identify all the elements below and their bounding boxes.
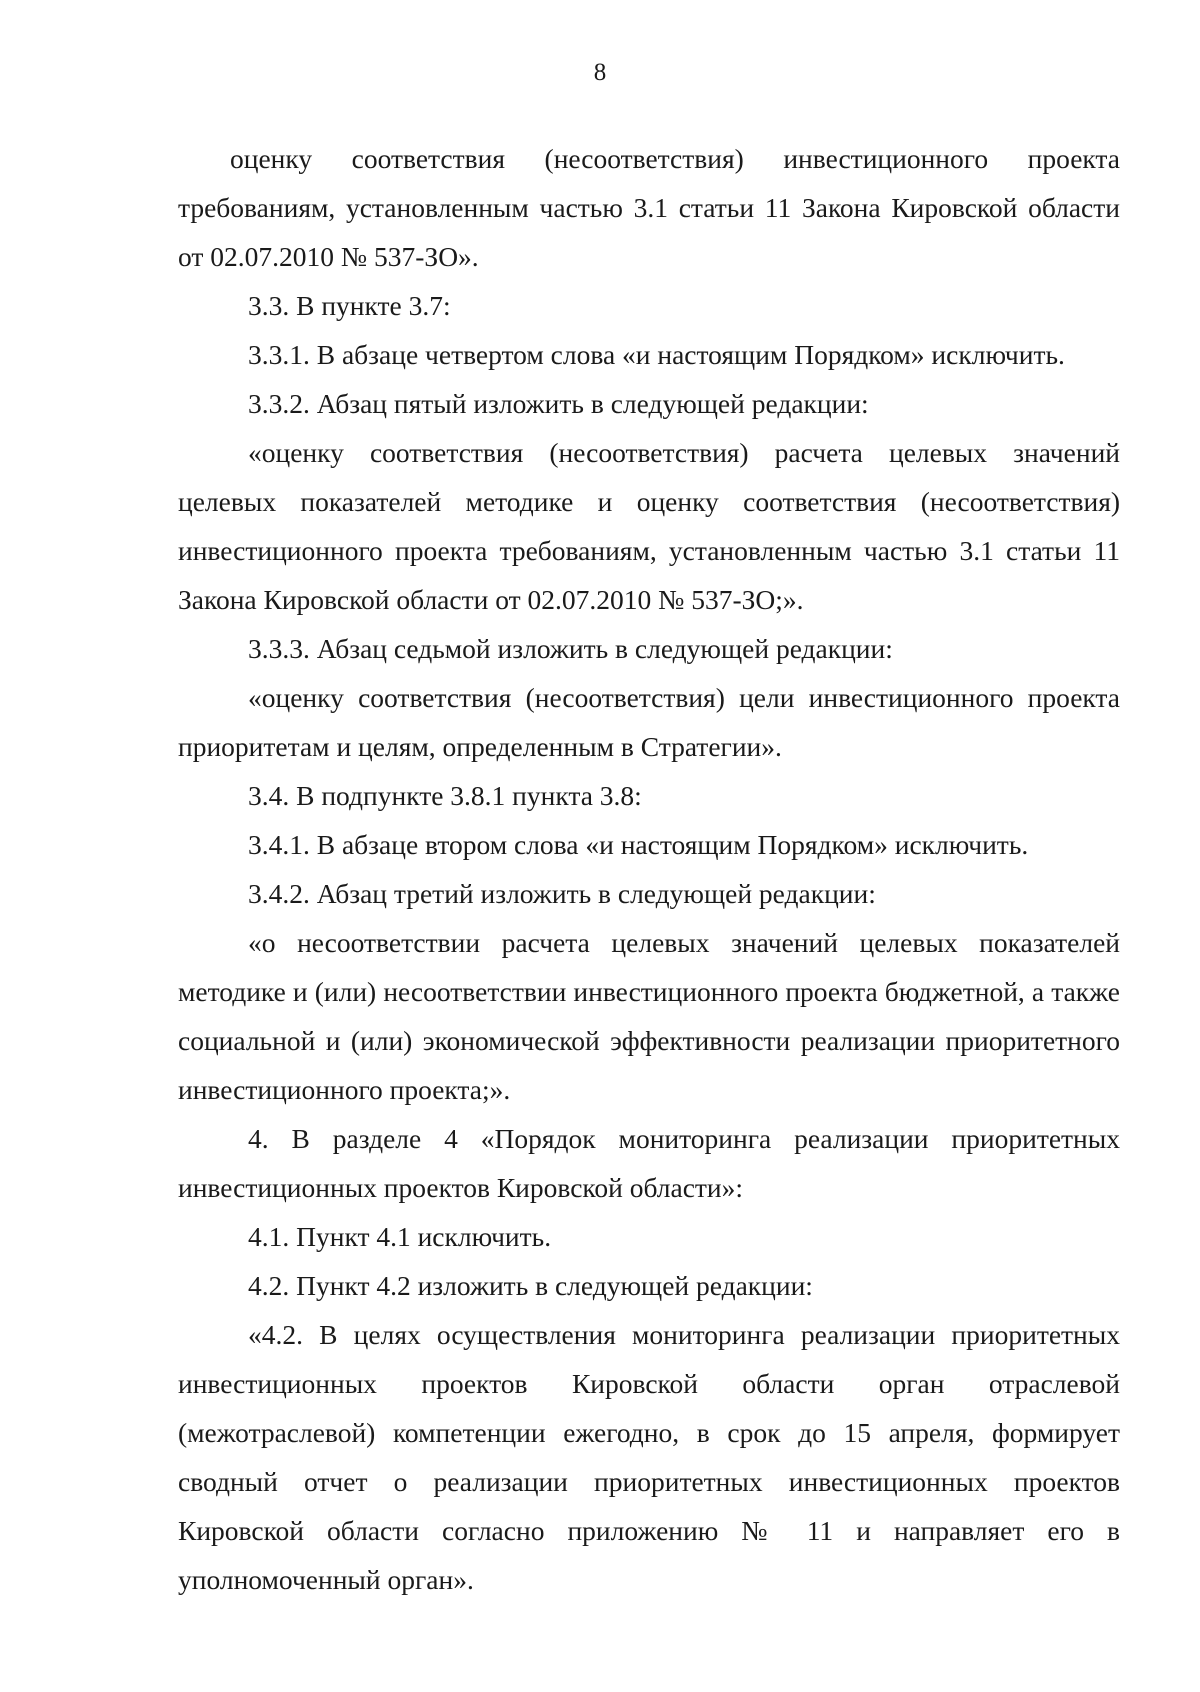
paragraph-quote-abzac-5: «оценку соответствия (несоответствия) расчета целевых значений целевых показателей методике и оценку соответствия (несоответствия) инвестиционного проекта требованиям, установленным частью 3.1 статьи 11 Закона Кировской области от 02.07.2010 № 537-ЗО;». [178,437,1120,615]
paragraph-4-2: 4.2. Пункт 4.2 изложить в следующей редакции: [248,1270,813,1301]
paragraph-3-4-2: 3.4.2. Абзац третий изложить в следующей редакции: [248,878,876,909]
paragraph-3-3-3: 3.3.3. Абзац седьмой изложить в следующей редакции: [248,633,893,664]
paragraph-3-3-1: 3.3.1. В абзаце четвертом слова «и настоящим Порядком» исключить. [248,339,1065,370]
paragraph-quote-4-2: «4.2. В целях осуществления мониторинга реализации приоритетных инвестиционных проектов Кировской области орган отраслевой (межотраслевой) компетенции ежегодно, в срок до 15 апреля, формирует сводный отчет о реализации приоритетных инвестиционных проектов Кировской области согласно приложению № 11 и направляет его в уполномоченный орган». [178,1319,1120,1595]
paragraph-3-4: 3.4. В подпункте 3.8.1 пункта 3.8: [248,780,642,811]
paragraph-continuation: оценку соответствия (несоответствия) инвестиционного проекта требованиям, установленным частью 3.1 статьи 11 Закона Кировской области от 02.07.2010 № 537-ЗО». [178,143,1120,272]
paragraph-3-4-1: 3.4.1. В абзаце втором слова «и настоящим Порядком» исключить. [248,829,1029,860]
document-body [178,134,1120,1604]
page-number: 8 [593,59,607,86]
paragraph-quote-abzac-3: «о несоответствии расчета целевых значений целевых показателей методике и (или) несоответствии инвестиционного проекта бюджетной, а также социальной и (или) экономической эффективности реализации приоритетного инвестиционного проекта;». [178,927,1120,1105]
paragraph-3-3-2: 3.3.2. Абзац пятый изложить в следующей редакции: [248,388,869,419]
paragraph-3-3: 3.3. В пункте 3.7: [248,290,451,321]
paragraph-4-1: 4.1. Пункт 4.1 исключить. [248,1221,552,1252]
paragraph-4: 4. В разделе 4 «Порядок мониторинга реализации приоритетных инвестиционных проектов Кировской области»: [178,1123,1120,1203]
paragraph-quote-abzac-7: «оценку соответствия (несоответствия) цели инвестиционного проекта приоритетам и целям, определенным в Стратегии». [178,682,1120,762]
